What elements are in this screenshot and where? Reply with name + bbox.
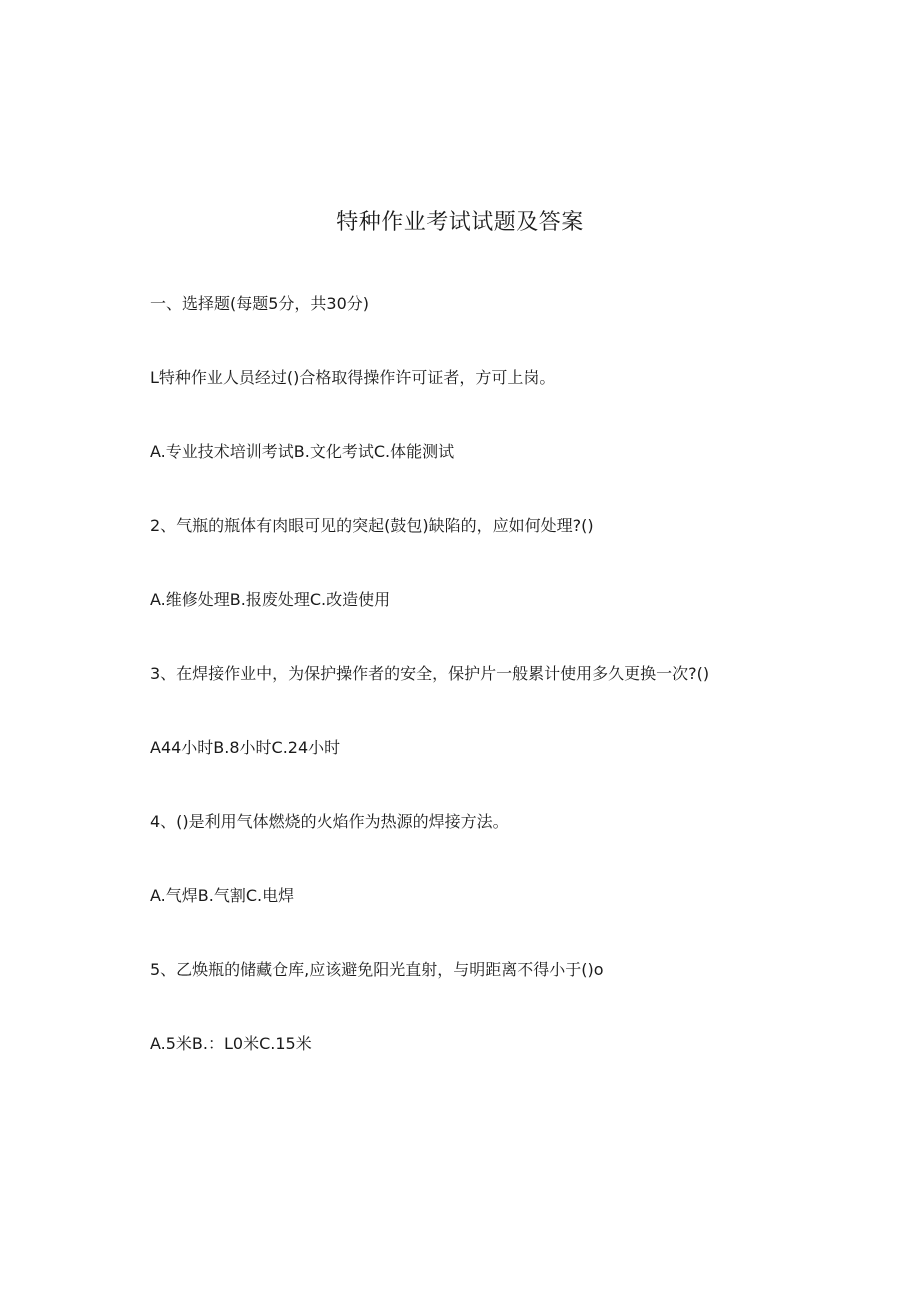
question-1-options: A.专业技术培训考试B.文化考试C.体能测试 [150,442,455,461]
question-4: 4、()是利用气体燃烧的火焰作为热源的焊接方法。 [150,812,509,831]
document-title: 特种作业考试试题及答案 [336,210,584,235]
question-1: L特种作业人员经过()合格取得操作许可证者，方可上岗。 [150,368,556,387]
question-4-options: A.气焊B.气割C.电焊 [150,886,295,905]
question-2: 2、气瓶的瓶体有肉眼可见的突起(鼓包)缺陷的，应如何处理?() [150,516,594,535]
question-5-options: A.5米B.：L0米C.15米 [150,1034,312,1053]
section-heading: 一、选择题(每题5分，共30分) [150,294,370,313]
question-2-options: A.维修处理B.报废处理C.改造使用 [150,590,391,609]
question-5: 5、乙焕瓶的储藏仓库,应该避免阳光直射，与明距离不得小于()o [150,960,604,979]
question-3-options: A44小时B.8小时C.24小时 [150,738,341,757]
question-3: 3、在焊接作业中，为保护操作者的安全，保护片一般累计使用多久更换一次?() [150,664,710,683]
